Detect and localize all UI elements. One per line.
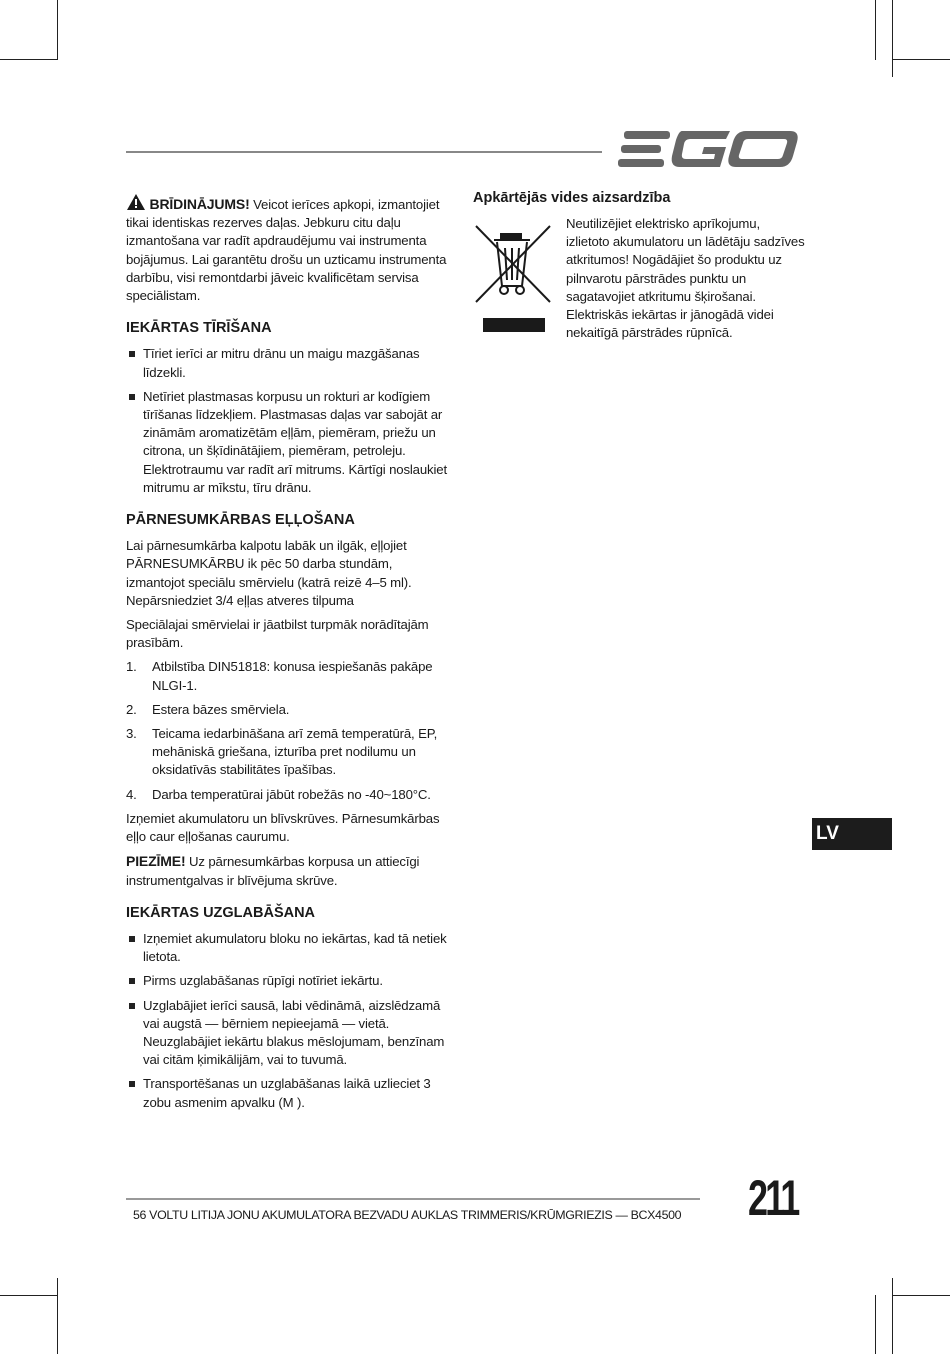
environment-text: Neutilizējiet elektrisko aprīkojumu, izlietoto akumulatoru un lādētāju sadzīves atkritumos! Nogādājiet šo produktu uz pilnvarotu pārstrādes punktu un sagatavojiet atkritumu šķirošanai. Elektriskās iekārtas ir jānogādā videi nekaitīgā pārstrādes rūpnīcā.: [566, 216, 805, 341]
left-column: [126, 193, 454, 1118]
note-label: PIEZĪME!: [126, 853, 186, 870]
warning-label: BRĪDINĀJUMS!: [149, 196, 250, 212]
environment-heading: Apkārtējās vides aizsardzība: [473, 190, 671, 206]
list-item: Pirms uzglabāšanas rūpīgi notīriet iekārtu.: [126, 972, 454, 990]
footer-text: 56 VOLTU LITIJA JONU AKUMULATORA BEZVADU AUKLAS TRIMMERIS/KRŪMGRIEZIS — BCX4500: [133, 1208, 682, 1222]
crop-mark: [0, 59, 58, 60]
list-item: Tīriet ierīci ar mitru drānu un maigu mazgāšanas līdzekli.: [126, 345, 454, 381]
crop-mark: [875, 0, 876, 60]
list-item: Uzglabājiet ierīci sausā, labi vēdināmā, aizslēdzamā vai augstā — bērniem nepieejamā — vietā. Neuzglabājiet iekārtu blakus mēslojumam, benzīnam vai citām ķimikālijām, vai to tuvumā.: [126, 997, 454, 1070]
crop-mark: [875, 1295, 876, 1354]
cleaning-heading: IEKĀRTAS TĪRĪŠANA: [126, 320, 272, 337]
list-item: 1. Atbilstība DIN51818: konusa iespiešanās pakāpe NLGI-1.: [126, 659, 433, 693]
crop-mark: [892, 1278, 893, 1354]
crop-mark: [892, 0, 893, 77]
requirements-intro: Speciālajai smērvielai ir jāatbilst turpmāk norādītajām prasībām.: [126, 617, 429, 651]
bullet-icon: [129, 1081, 135, 1087]
cleaning-list: [126, 345, 454, 497]
footer-rule: [126, 1198, 700, 1200]
bullet-icon: [129, 936, 135, 942]
list-item: Netīriet plastmasas korpusu un rokturi ar kodīgiem tīrīšanas līdzekļiem. Plastmasas daļas var sabojāt ar zināmām aromatizētām eļļām, piemēram, priežu un citrona, un šķīdinātājiem, piemēram, petroleju. Elektrotraumu var radīt arī mitrums. Kārtīgi noslaukiet mitrumu ar mīkstu, tīru drānu.: [126, 388, 454, 497]
crossed-bin-icon: [474, 224, 552, 336]
lubrication-intro: Lai pārnesumkārba kalpotu labāk un ilgāk, eļļojiet PĀRNESUMKĀRBU ik pēc 50 darba stundām, izmantojot speciālu smērvielu (katrā reizē 4–5 ml). Nepārsniedziet 3/4 eļļas atveres tilpuma: [126, 538, 412, 608]
bullet-icon: [129, 978, 135, 984]
lubrication-after: Izņemiet akumulatoru un blīvskrūves. Pārnesumkārbas eļļo caur eļļošanas caurumu.: [126, 810, 440, 845]
crop-mark: [57, 0, 58, 60]
warning-paragraph: [126, 193, 454, 305]
list-item: 2. Estera bāzes smērviela.: [126, 701, 290, 717]
crop-mark: [57, 1278, 58, 1354]
warning-text: Veicot ierīces apkopi, izmantojiet tikai identiskas rezerves daļas. Jebkuru citu daļu izmantošana var radīt apdraudējumu vai instrumenta bojājumus. Lai garantētu drošu un uzticamu instrumenta darbību, visi remontdarbi jāveic kvalificētam servisa speciālistam.: [126, 197, 447, 304]
bullet-icon: [129, 1003, 135, 1009]
crop-mark: [0, 1295, 58, 1296]
lubrication-heading: PĀRNESUMKĀRBAS EĻĻOŠANA: [126, 512, 355, 529]
crop-mark: [892, 1295, 950, 1296]
note-text: Uz pārnesumkārbas korpusa un attiecīgi instrumentgalvas ir blīvējuma skrūve.: [126, 854, 420, 888]
bullet-icon: [129, 351, 135, 357]
crop-mark: [892, 59, 950, 60]
page-number: 211: [748, 1170, 798, 1226]
list-item: 3. Teicama iedarbināšana arī zemā temperatūrā, EP, mehāniskā griešana, izturība pret nodilumu un oksidatīvās stabilitātes īpašības.: [126, 726, 438, 778]
ego-logo: [618, 128, 800, 172]
list-item: Transportēšanas un uzglabāšanas laikā uzlieciet 3 zobu asmenim apvalku (M ).: [126, 1075, 454, 1111]
header-rule: [126, 151, 602, 153]
note-paragraph: [126, 852, 454, 889]
language-tab: LV: [812, 818, 892, 850]
list-item: Izņemiet akumulatoru bloku no iekārtas, kad tā netiek lietota.: [126, 930, 454, 966]
storage-list: [126, 930, 454, 1112]
bullet-icon: [129, 394, 135, 400]
requirements-list: [126, 658, 454, 803]
storage-heading: IEKĀRTAS UZGLABĀŠANA: [126, 904, 316, 921]
list-item: 4. Darba temperatūrai jābūt robežās no -40~180°C.: [126, 786, 431, 802]
warning-icon: [126, 193, 146, 211]
